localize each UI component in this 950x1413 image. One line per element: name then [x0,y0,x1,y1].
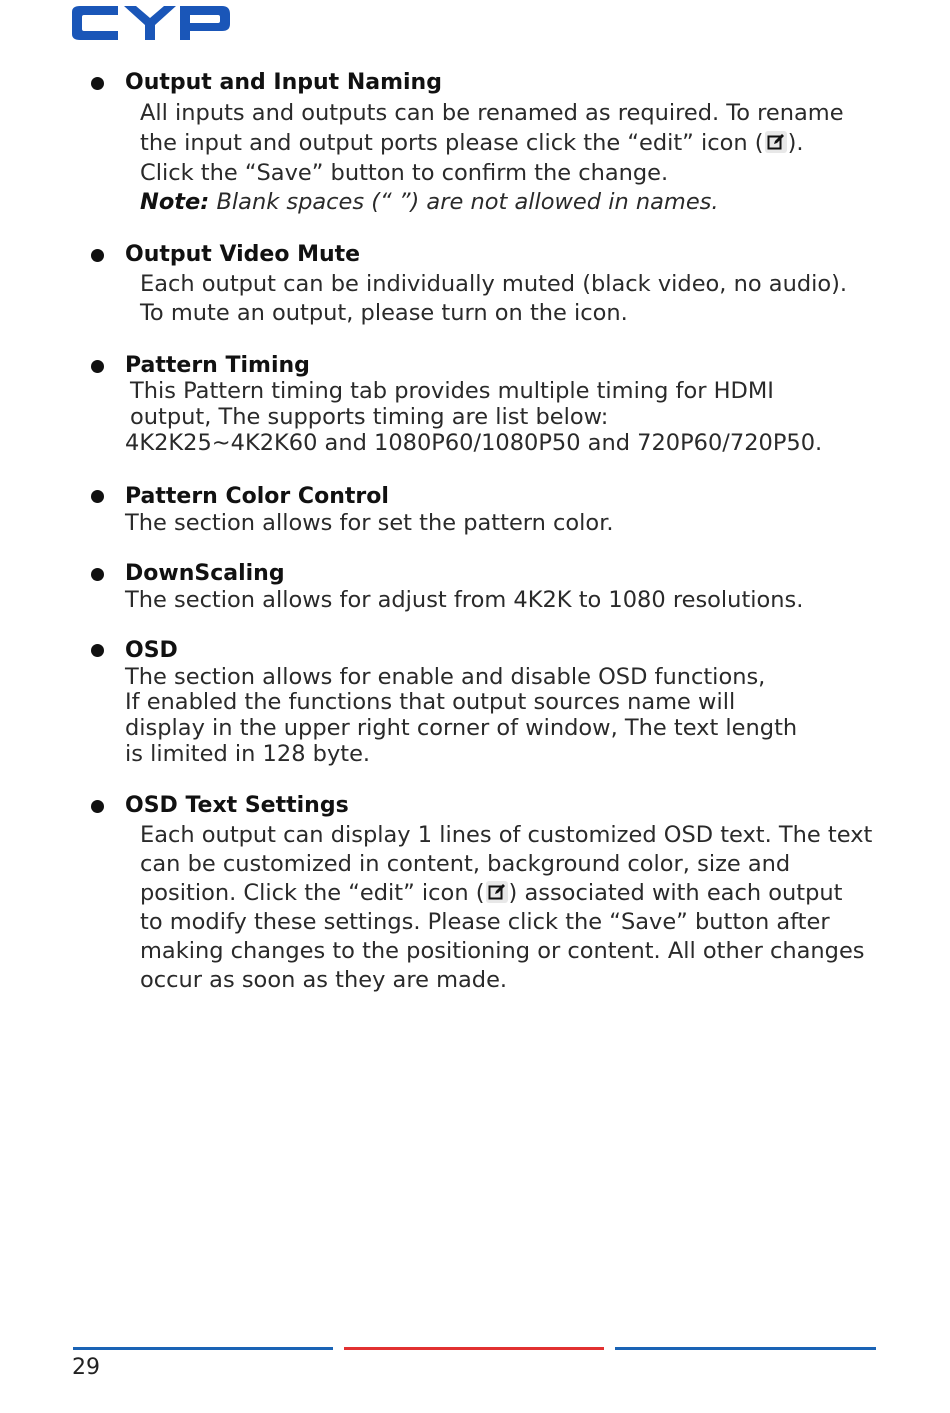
body-text: to modify these settings. Please click the “Save” button after [140,909,830,935]
section-heading: OSD Text Settings [125,793,349,818]
edit-icon [765,131,787,153]
body-text: occur as soon as they are made. [140,967,508,993]
body-text: making changes to the positioning or content. All other changes [140,938,865,964]
body-text: ). [787,130,804,156]
body-text: display in the upper right corner of window, The text length [125,715,798,741]
page-number: 29 [72,1355,100,1380]
bullet-icon [91,360,104,373]
section-heading: Output Video Mute [125,242,361,267]
note-line [140,188,719,216]
footer-rule-right [615,1347,876,1350]
bullet-icon [91,568,104,581]
body-text-with-icon [140,879,842,907]
footer-rule-middle [344,1347,604,1350]
footer-rule-left [73,1347,333,1350]
bullet-icon [91,249,104,262]
body-text: Each output can display 1 lines of customized OSD text. The text [140,822,873,848]
edit-icon [486,881,508,903]
cyp-logo [72,6,232,42]
body-text: is limited in 128 byte. [125,741,371,767]
section-heading: DownScaling [125,561,285,586]
section-heading: OSD [125,638,178,663]
note-text: Blank spaces (“ ”) are not allowed in names. [209,189,719,215]
body-text: This Pattern timing tab provides multiple timing for HDMI [130,378,774,404]
body-text: All inputs and outputs can be renamed as required. To rename [140,100,844,126]
section-heading: Output and Input Naming [125,70,442,95]
body-text: ) associated with each output [508,880,843,906]
body-text-with-icon [140,129,804,157]
body-text: The section allows for adjust from 4K2K to 1080 resolutions. [125,587,804,613]
section-heading: Pattern Color Control [125,484,389,509]
body-text: If enabled the functions that output sources name will [125,689,736,715]
body-text: can be customized in content, background color, size and [140,851,791,877]
body-text: the input and output ports please click the “edit” icon ( [140,130,764,156]
body-text: To mute an output, please turn on the icon. [140,300,628,326]
bullet-icon [91,77,104,90]
body-text: Each output can be individually muted (black video, no audio). [140,271,848,297]
bullet-icon [91,644,104,657]
note-label: Note: [140,189,210,215]
body-text: output, The supports timing are list below: [130,404,609,430]
body-text: The section allows for enable and disable OSD functions, [125,664,766,690]
body-text: The section allows for set the pattern color. [125,510,614,536]
bullet-icon [91,800,104,813]
body-text: Click the “Save” button to confirm the change. [140,160,669,186]
section-heading: Pattern Timing [125,353,310,378]
body-text: 4K2K25~4K2K60 and 1080P60/1080P50 and 720P60/720P50. [125,430,823,456]
bullet-icon [91,490,104,503]
body-text: position. Click the “edit” icon ( [140,880,485,906]
